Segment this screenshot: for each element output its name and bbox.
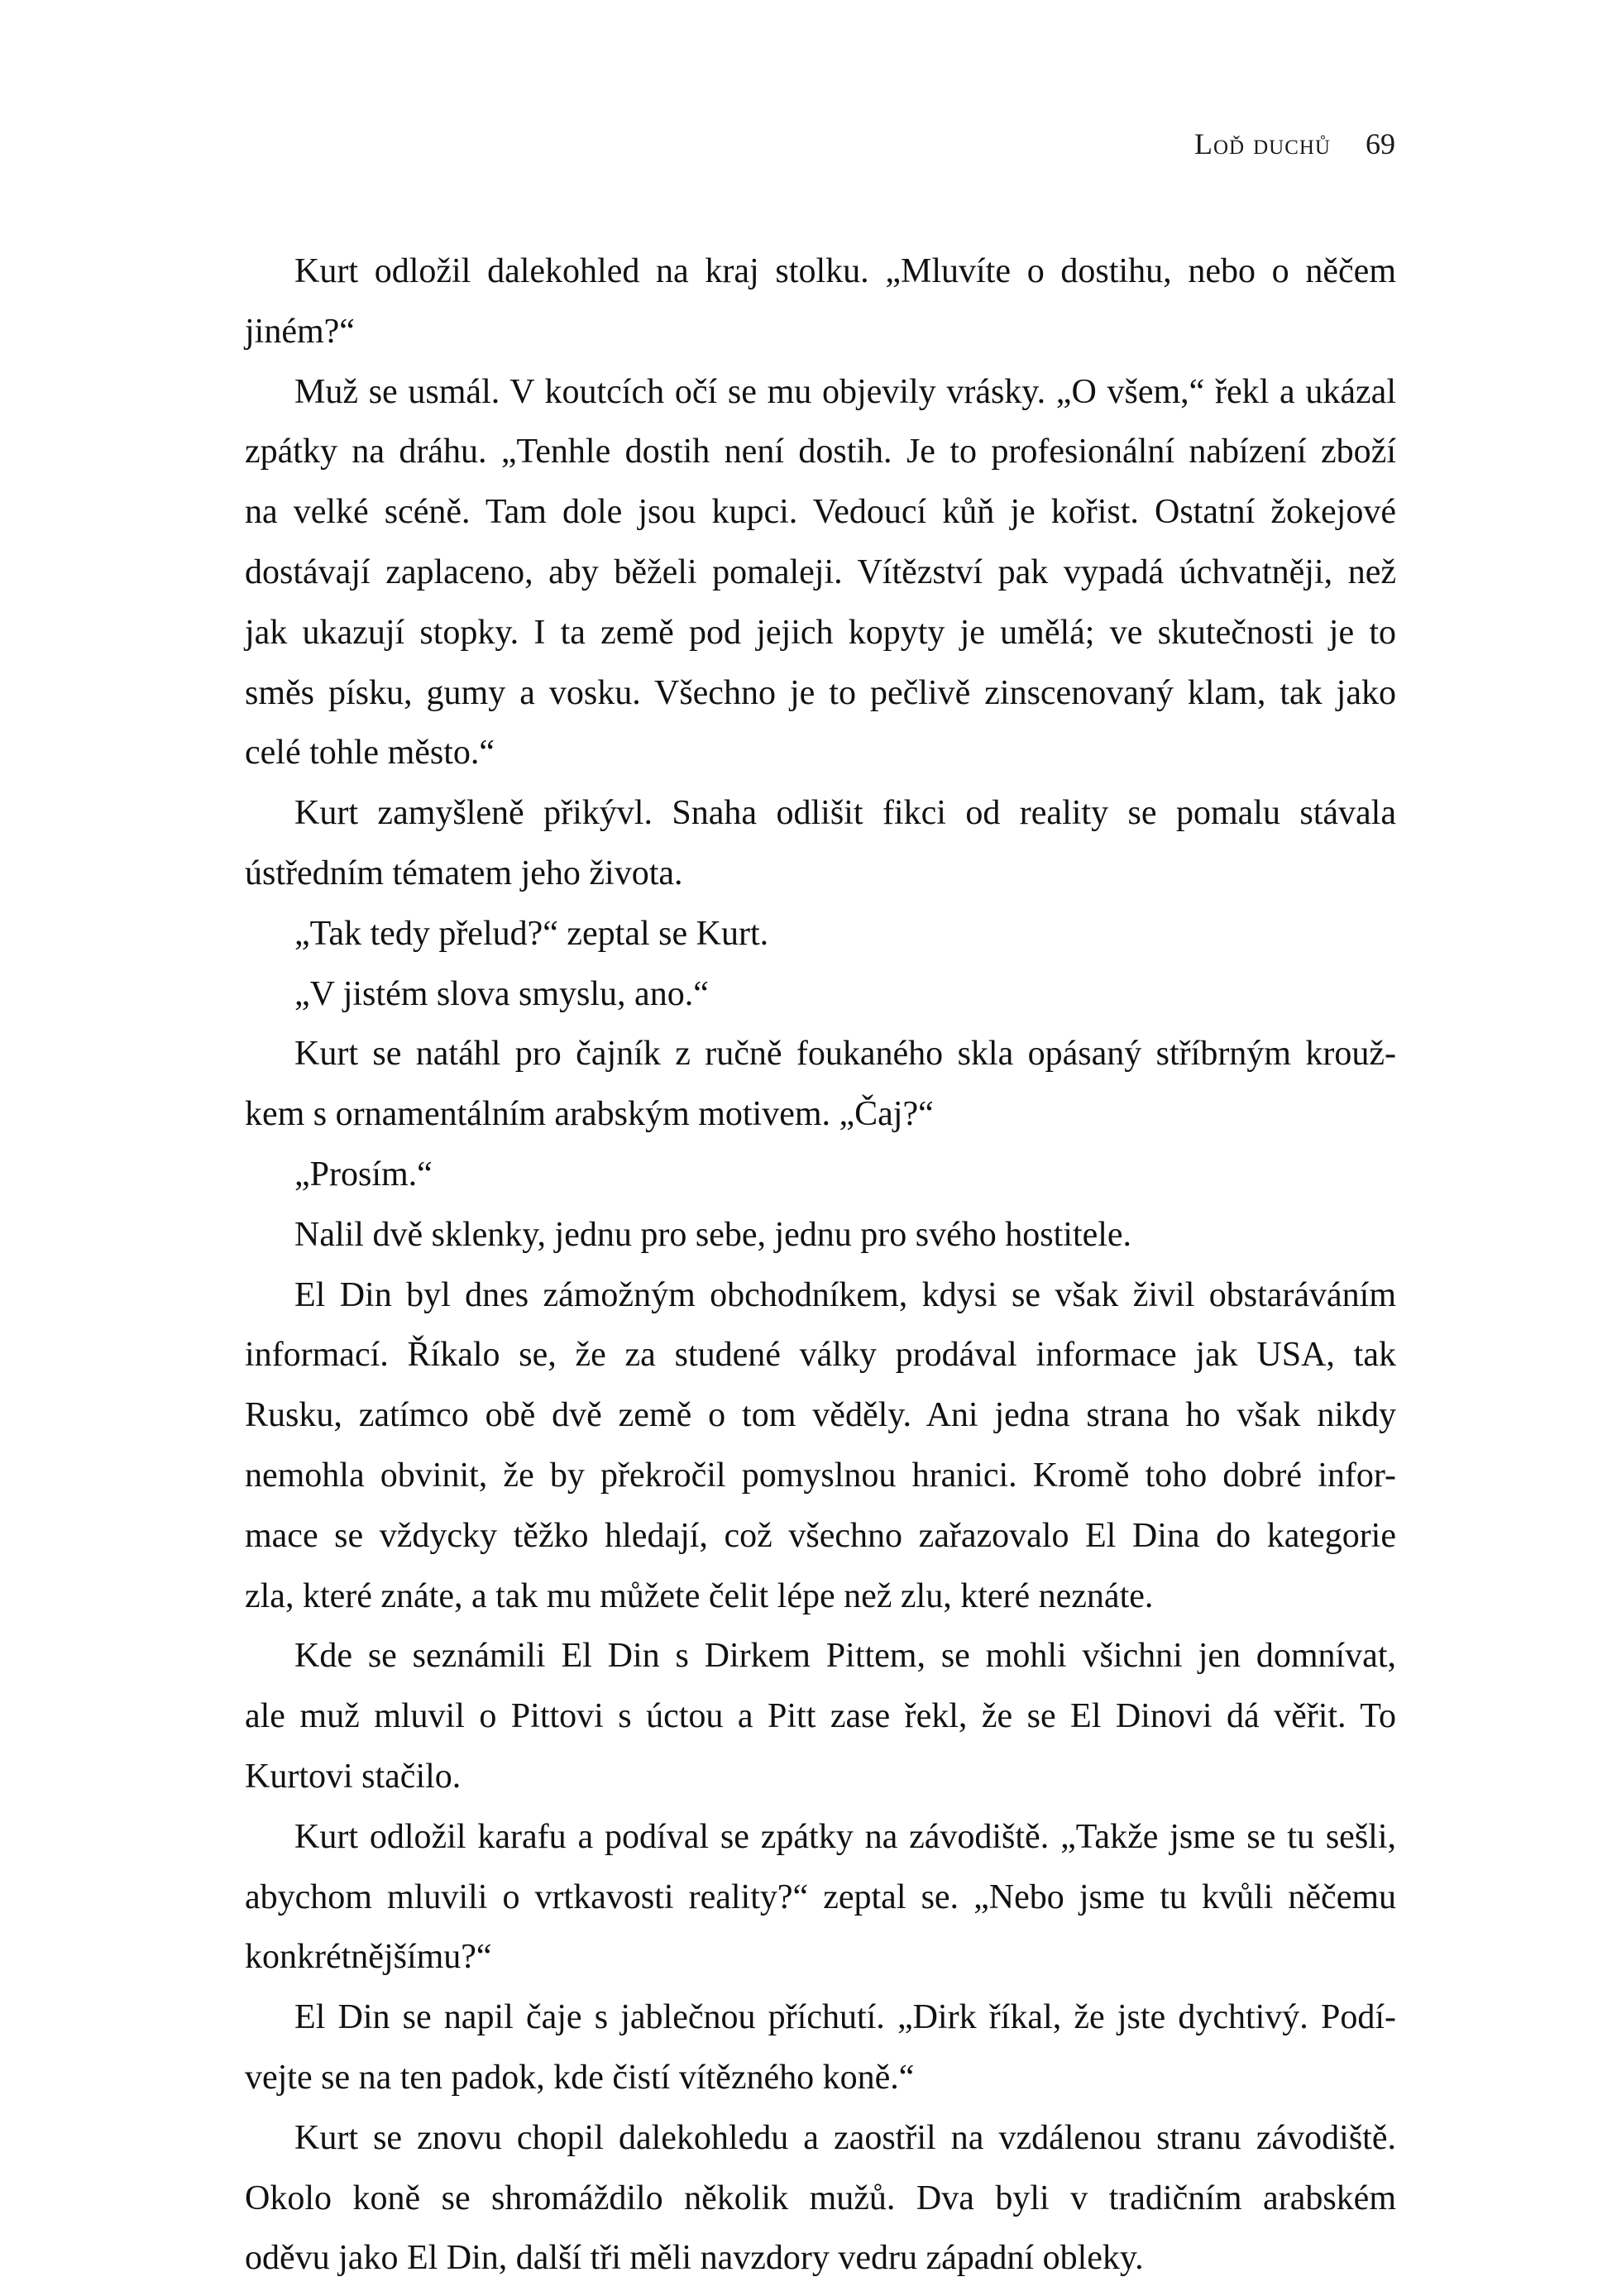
text-line-content: oděvu jako El Din, další tři měli navzdory vedru západní obleky. xyxy=(245,2239,1144,2278)
paragraph xyxy=(245,1987,1396,2108)
text-line-content: Kurtovi stačilo. xyxy=(245,1757,462,1796)
text-line-content: vejte se na ten padok, kde čistí vítězného koně.“ xyxy=(245,2058,915,2097)
paragraph xyxy=(245,1205,1396,1265)
text-line xyxy=(245,1506,1396,1567)
text-line-content: „Tak tedy přelud?“ zeptal se Kurt. xyxy=(294,914,769,953)
text-line xyxy=(245,543,1396,603)
paragraph xyxy=(245,783,1396,904)
text-line xyxy=(245,2108,1396,2169)
text-line xyxy=(245,2169,1396,2229)
text-line xyxy=(245,482,1396,543)
text-line xyxy=(245,422,1396,482)
text-line xyxy=(245,964,1396,1025)
text-line-content: Kurt se natáhl pro čajník z ručně foukaného skla opásaný stříbrným krouž- xyxy=(294,1035,1396,1074)
text-line xyxy=(245,1325,1396,1385)
text-line-content: směs písku, gumy a vosku. Všechno je to pečlivě zinscenovaný klam, tak jako xyxy=(245,673,1396,712)
text-line xyxy=(245,904,1396,964)
text-line-content: kem s ornamentálním arabským motivem. „Čaj?“ xyxy=(245,1095,934,1134)
text-line xyxy=(245,1205,1396,1265)
text-line-content: konkrétnějšímu?“ xyxy=(245,1938,492,1977)
text-line xyxy=(245,663,1396,724)
text-line xyxy=(245,1987,1396,2048)
text-line-content: zla, které znáte, a tak mu můžete čelit lépe než zlu, které neznáte. xyxy=(245,1576,1154,1615)
text-line-content: celé tohle město.“ xyxy=(245,734,495,773)
text-line-content: Kurt se znovu chopil dalekohledu a zaostřil na vzdálenou stranu závodiště. xyxy=(294,2118,1396,2157)
text-line-content: nemohla obvinit, že by překročil pomyslnou hranici. Kromě toho dobré infor- xyxy=(245,1456,1396,1495)
text-line xyxy=(245,1686,1396,1747)
running-head xyxy=(1194,124,1395,164)
text-line-content: informací. Říkalo se, že za studené války prodával informace jak USA, tak xyxy=(245,1336,1396,1375)
text-line-content: Muž se usmál. V koutcích očí se mu objevily vrásky. „O všem,“ řekl a ukázal xyxy=(294,372,1396,411)
running-head-title: Loď duchů xyxy=(1194,127,1331,160)
paragraph xyxy=(245,1807,1396,1987)
text-line xyxy=(245,783,1396,844)
text-line-content: dostávají zaplaceno, aby běželi pomaleji. Vítězství pak vypadá úchvatněji, než xyxy=(245,552,1396,591)
text-line-content: ale muž mluvil o Pittovi s úctou a Pitt zase řekl, že se El Dinovi dá věřit. To xyxy=(245,1697,1396,1736)
paragraph xyxy=(245,2108,1396,2289)
text-line-content: zpátky na dráhu. „Tenhle dostih není dostih. Je to profesionální nabízení zboží xyxy=(245,433,1396,471)
text-line xyxy=(245,1567,1396,1627)
text-line xyxy=(245,1747,1396,1807)
text-line xyxy=(245,1385,1396,1446)
text-line-content: Rusku, zatímco obě dvě země o tom věděly. Ani jedna strana ho však nikdy xyxy=(245,1396,1396,1435)
paragraph xyxy=(245,362,1396,784)
text-line-content: El Din se napil čaje s jablečnou příchutí. „Dirk říkal, že jste dychtivý. Podí- xyxy=(294,1998,1396,2037)
text-line-content: ústředním tématem jeho života. xyxy=(245,854,683,892)
text-line-content: Kde se seznámili El Din s Dirkem Pittem, se mohli všichni jen domnívat, xyxy=(294,1637,1396,1676)
text-line xyxy=(245,302,1396,362)
text-line xyxy=(245,362,1396,423)
text-line xyxy=(245,242,1396,302)
text-line-content: „Prosím.“ xyxy=(294,1155,433,1193)
paragraph xyxy=(245,242,1396,362)
text-line xyxy=(245,2048,1396,2108)
text-line xyxy=(245,2228,1396,2289)
text-line-content: Kurt zamyšleně přikývl. Snaha odlišit fikci od reality se pomalu stávala xyxy=(294,794,1396,833)
text-line-content: „V jistém slova smyslu, ano.“ xyxy=(294,974,709,1013)
text-line-content: abychom mluvili o vrtkavosti reality?“ zeptal se. „Nebo jsme tu kvůli něčemu xyxy=(245,1877,1396,1916)
text-line xyxy=(245,1626,1396,1686)
page-number: 69 xyxy=(1366,127,1395,160)
text-line-content: mace se vždycky těžko hledají, což všechno zařazovalo El Dina do kategorie xyxy=(245,1516,1396,1555)
text-line-content: jiném?“ xyxy=(245,312,355,351)
body-text xyxy=(245,242,1396,2289)
text-line xyxy=(245,723,1396,783)
text-line xyxy=(245,1024,1396,1084)
text-line-content: Nalil dvě sklenky, jednu pro sebe, jednu pro svého hostitele. xyxy=(294,1215,1132,1254)
text-line-content: Kurt odložil dalekohled na kraj stolku. „Mluvíte o dostihu, nebo o něčem xyxy=(294,252,1396,290)
text-line xyxy=(245,1868,1396,1928)
text-line xyxy=(245,844,1396,904)
paragraph xyxy=(245,964,1396,1025)
text-line xyxy=(245,603,1396,663)
paragraph xyxy=(245,1145,1396,1205)
text-line xyxy=(245,1446,1396,1506)
paragraph xyxy=(245,1024,1396,1145)
text-line xyxy=(245,1807,1396,1868)
text-line-content: El Din byl dnes zámožným obchodníkem, kdysi se však živil obstaráváním xyxy=(294,1275,1396,1314)
text-line-content: na velké scéně. Tam dole jsou kupci. Vedoucí kůň je kořist. Ostatní žokejové xyxy=(245,493,1396,532)
text-line-content: Okolo koně se shromáždilo několik mužů. Dva byli v tradičním arabském xyxy=(245,2179,1396,2217)
paragraph xyxy=(245,904,1396,964)
paragraph xyxy=(245,1626,1396,1806)
text-line xyxy=(245,1265,1396,1326)
text-line xyxy=(245,1145,1396,1205)
text-line xyxy=(245,1084,1396,1145)
paragraph xyxy=(245,1265,1396,1627)
text-line-content: jak ukazují stopky. I ta země pod jejich kopyty je umělá; ve skutečnosti je to xyxy=(245,613,1396,652)
text-line xyxy=(245,1927,1396,1987)
text-line-content: Kurt odložil karafu a podíval se zpátky na závodiště. „Takže jsme se tu sešli, xyxy=(294,1817,1396,1856)
